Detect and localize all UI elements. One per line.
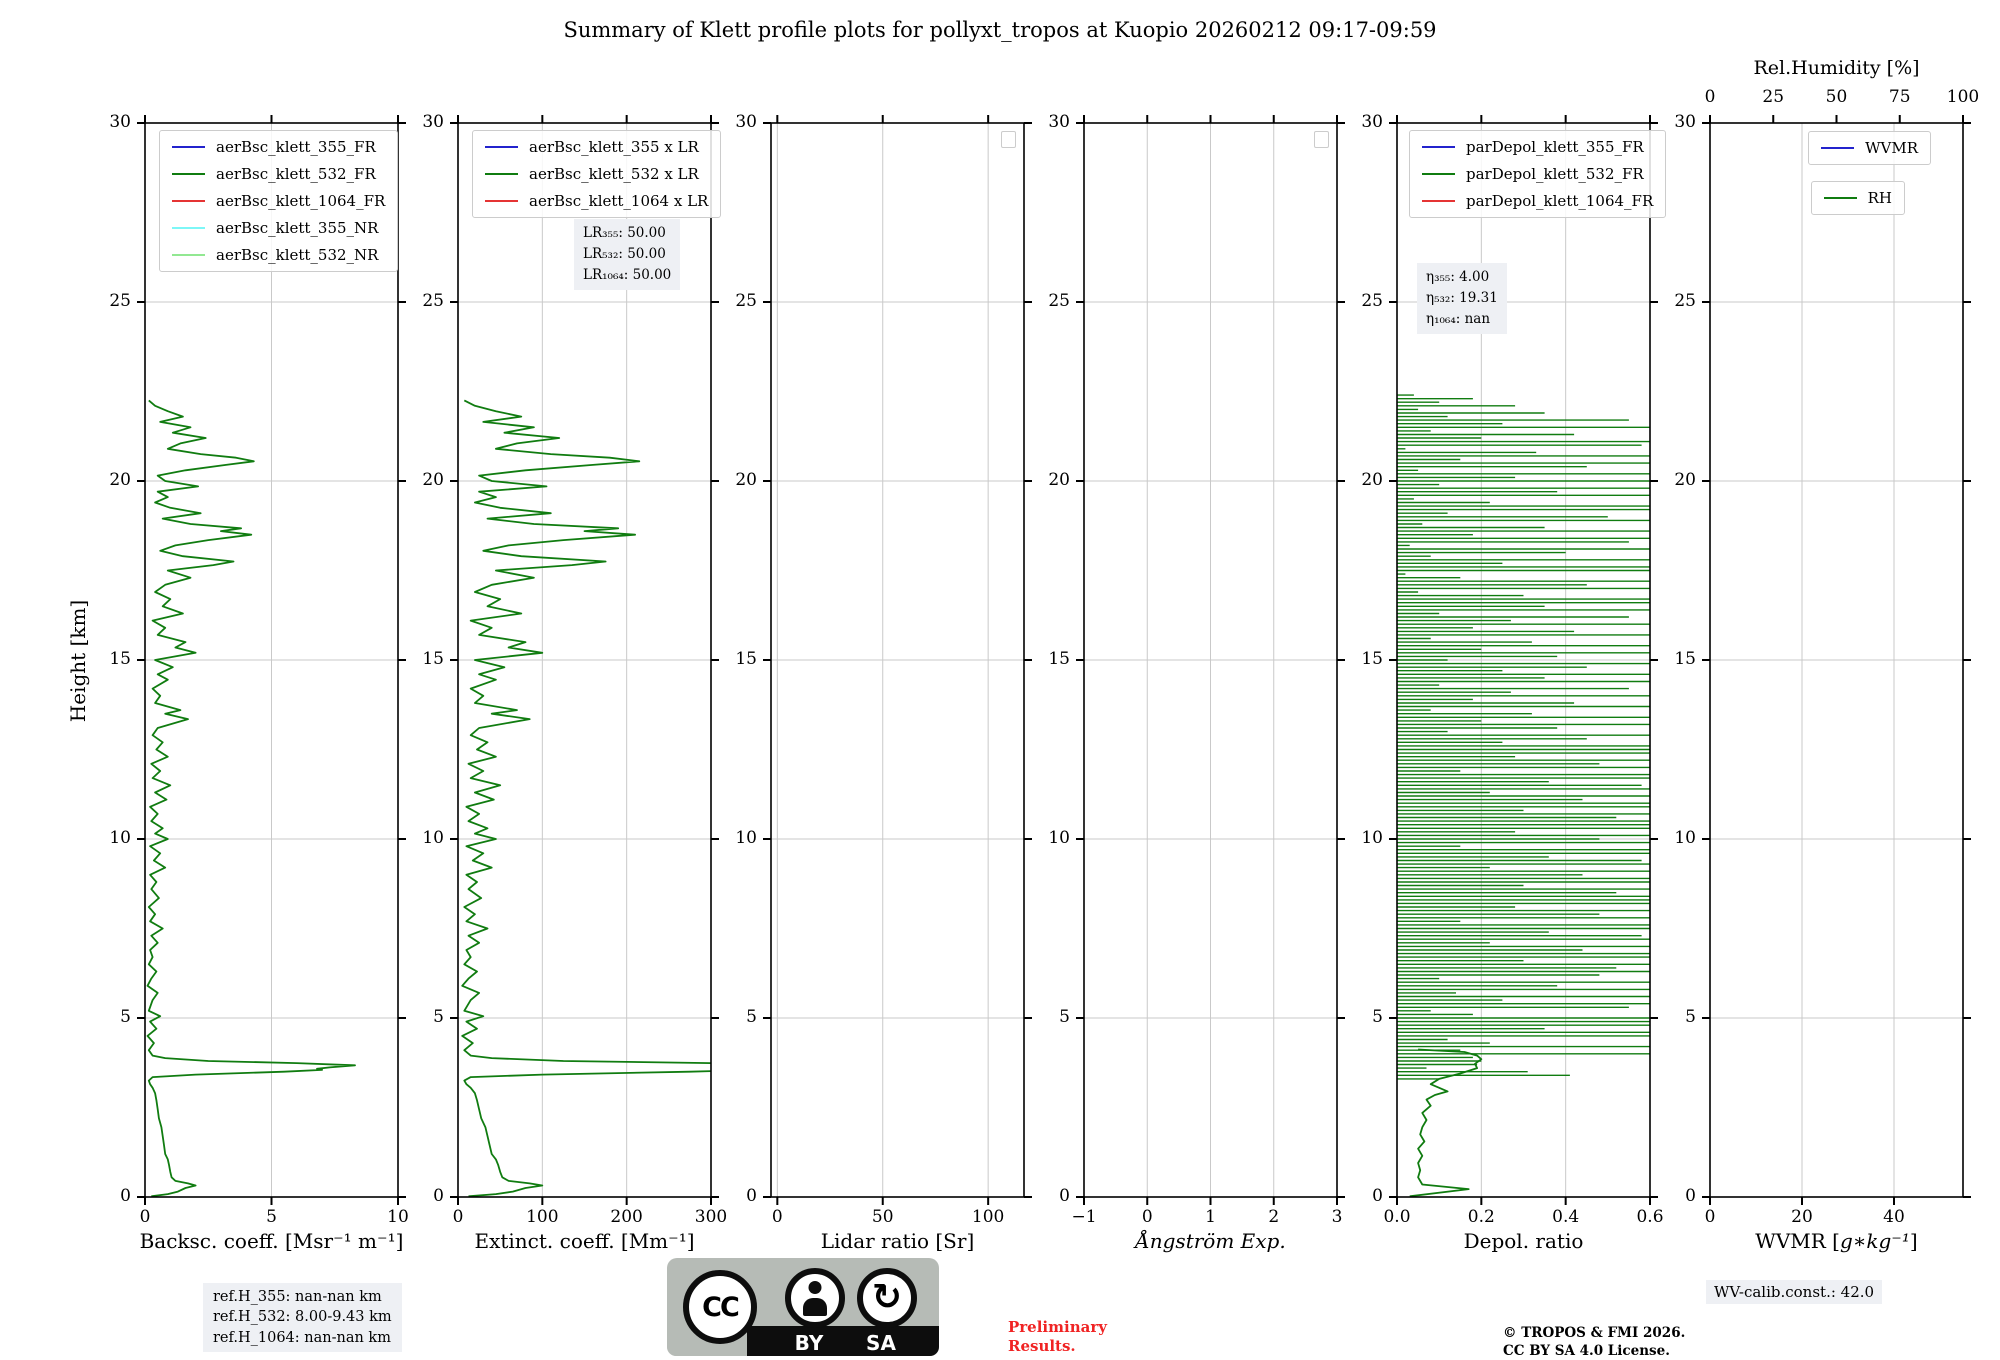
plot-area-svg [145,123,398,1197]
y-tick-label: 25 [1674,291,1696,312]
series-aerBsc_klett_532 x LR [462,400,808,1196]
legend-entry-label: aerBsc_klett_1064 x LR [529,192,709,210]
legend-entry-label: aerBsc_klett_532 x LR [529,165,699,183]
x-tick-label: 50 [871,1207,894,1227]
cc-sa-label: SA [866,1331,896,1355]
person-head [809,1281,822,1294]
x-tick-label: 0 [771,1207,783,1227]
y-tick-label: 30 [109,112,131,133]
series-aerBsc_klett_532_FR [148,400,356,1196]
cc-by-label: BY [794,1331,824,1355]
y-tick-label: 20 [1361,470,1383,491]
legend-rh [1811,181,1905,215]
top-tick-label: 75 [1888,87,1911,107]
x-tick-label: −1 [1071,1207,1097,1227]
y-tick-label: 5 [120,1007,131,1028]
plot-area-svg [1084,123,1337,1197]
y-tick-label: 10 [109,828,131,849]
x-axis-label-backscatter: Backsc. coeff. [Msr⁻¹ m⁻¹] [139,1229,404,1253]
legend-entry [1422,192,1653,210]
figure-title: Summary of Klett profile plots for pollyxt_tropos at Kuopio 20260212 09:17-09:59 [563,18,1437,42]
y-tick-label: 15 [422,649,444,670]
y-tick-label: 0 [1059,1186,1070,1207]
y-tick-label: 20 [1674,470,1696,491]
annotation-line: η₁₀₆₄: nan [1426,310,1491,327]
y-tick-label: 25 [109,291,131,312]
legend-entry-label: aerBsc_klett_1064_FR [216,192,386,210]
legend-line-sample [1422,146,1455,148]
legend-entry-label: parDepol_klett_355_FR [1466,138,1644,156]
legend-line-sample [1422,173,1455,175]
x-tick-label: 0 [1141,1207,1153,1227]
legend-extinction [472,130,721,218]
ref-height-line: ref.H_532: 8.00-9.43 km [213,1309,392,1326]
y-axis-label: Height [km] [66,599,90,723]
cc-by-person-icon [785,1268,845,1328]
annotation-line: η₃₅₅: 4.00 [1426,269,1490,285]
plot-area-svg [771,123,1024,1197]
x-tick-label: 100 [526,1207,559,1227]
legend-backscatter [159,130,398,272]
license-line: © TROPOS & FMI 2026. [1503,1325,1686,1341]
legend-entry [485,165,708,183]
top-tick-label: 0 [1704,87,1716,107]
panel-lidar-ratio [735,112,1024,1253]
annotation-line: LR₁₀₆₄: 50.00 [583,266,672,283]
plot-area-svg [1710,123,1963,1197]
y-tick-label: 0 [120,1186,131,1207]
y-tick-label: 30 [1048,112,1070,133]
y-tick-label: 25 [735,291,757,312]
y-tick-label: 10 [422,828,444,849]
y-tick-label: 0 [433,1186,444,1207]
legend-line-sample [485,200,518,202]
y-tick-label: 25 [1361,291,1383,312]
x-tick-label: 0.2 [1467,1207,1495,1227]
y-tick-label: 15 [1674,649,1696,670]
panel-wvmr [1674,57,1980,1253]
lidar-ratio-annotation [574,219,680,290]
legend-line-sample [1821,147,1854,149]
y-tick-label: 30 [1674,112,1696,133]
y-tick-label: 0 [1685,1186,1696,1207]
y-tick-label: 5 [746,1007,757,1028]
y-tick-label: 25 [1048,291,1070,312]
cc-logo-icon: CC [683,1270,757,1344]
legend-line-sample [172,200,205,202]
preliminary-results-note [1008,1318,1107,1356]
y-tick-label: 10 [1674,828,1696,849]
y-tick-label: 5 [433,1007,444,1028]
legend-line-sample [172,227,205,229]
legend-entry [1824,189,1892,207]
annotation-line: η₅₃₂: 19.31 [1426,289,1498,306]
y-tick-label: 15 [1048,649,1070,670]
panel-angstrom [1048,112,1343,1253]
x-axis-label-extinction: Extinct. coeff. [Mm⁻¹] [474,1229,695,1253]
legend-line-sample [172,173,205,175]
legend-entry [172,165,385,183]
wv-calib-annotation: WV-calib.const.: 42.0 [1706,1280,1882,1304]
y-tick-label: 30 [1361,112,1383,133]
top-tick-label: 100 [1946,87,1980,107]
x-tick-label: 20 [1791,1207,1813,1227]
y-tick-label: 20 [422,470,444,491]
y-tick-label: 25 [422,291,444,312]
legend-entry [172,219,385,237]
ref-height-line: ref.H_355: nan-nan km [213,1289,382,1305]
legend-entry-label: RH [1867,189,1892,207]
x-tick-label: 300 [694,1207,728,1227]
y-tick-label: 15 [109,649,131,670]
legend-wvmr [1808,131,1931,165]
y-tick-label: 30 [422,112,444,133]
legend-line-sample [485,146,518,148]
x-tick-label: 1 [1205,1207,1216,1227]
legend-entry-label: WVMR [1865,139,1918,157]
legend-line-sample [485,173,518,175]
legend-empty [1001,131,1016,148]
x-tick-label: 200 [610,1207,643,1227]
legend-entry [172,192,385,210]
x-tick-label: 0.4 [1552,1207,1580,1227]
copyright-license-note [1503,1324,1685,1360]
series-parDepol_klett_532_FR_noise [1397,395,1650,1079]
y-tick-label: 5 [1372,1007,1383,1028]
x-axis-label-angstrom: Ångström Exp. [1135,1229,1286,1253]
cc-sa-arrow-icon: ↻ [857,1268,917,1328]
x-axis-label-part: WVMR [ [1755,1229,1840,1253]
license-line: CC BY SA 4.0 License. [1503,1343,1670,1360]
top-tick-label: 50 [1825,87,1848,107]
legend-entry [172,138,385,156]
person-body [803,1298,827,1316]
y-tick-label: 20 [109,470,131,491]
x-axis-label-part: ] [1909,1229,1918,1253]
cc-by-sa-badge [667,1258,939,1356]
x-tick-label: 3 [1331,1207,1343,1227]
legend-line-sample [1422,200,1455,202]
y-tick-label: 10 [735,828,757,849]
eta-annotation [1417,263,1507,334]
top-tick-label: 25 [1762,87,1785,107]
x-tick-label: 2 [1268,1207,1280,1227]
x-tick-label: 100 [971,1207,1005,1227]
x-tick-label: 40 [1883,1207,1905,1227]
legend-entry-label: aerBsc_klett_355 x LR [529,138,699,156]
x-tick-label: 5 [266,1207,277,1227]
legend-entry [172,246,385,264]
annotation-line: LR₃₅₅: 50.00 [583,225,666,241]
y-tick-label: 30 [735,112,757,133]
y-tick-label: 15 [735,649,757,670]
legend-entry-label: aerBsc_klett_532_NR [216,246,379,264]
ref-height-line: ref.H_1064: nan-nan km [213,1329,391,1346]
ref-height-annotation [203,1283,402,1352]
x-tick-label: 10 [387,1207,409,1227]
annotation-line: LR₅₃₂: 50.00 [583,245,666,262]
preliminary-line: Results. [1008,1336,1076,1355]
y-tick-label: 0 [1372,1186,1383,1207]
x-tick-label: 0 [139,1207,151,1227]
x-axis-label-lidar-ratio: Lidar ratio [Sr] [820,1229,975,1253]
y-tick-label: 20 [735,470,757,491]
legend-entry-label: aerBsc_klett_532_FR [216,165,376,183]
legend-entry-label: aerBsc_klett_355_FR [216,138,376,156]
legend-entry-label: aerBsc_klett_355_NR [216,219,379,237]
legend-line-sample [1824,197,1857,199]
x-tick-label: 0.0 [1383,1207,1411,1227]
legend-line-sample [172,254,205,256]
legend-entry [485,138,708,156]
panel-extinction [422,112,728,1253]
legend-entry [485,192,708,210]
top-axis-label-rel-humidity: Rel.Humidity [%] [1753,57,1920,79]
x-axis-label-wvmr [1680,1229,1993,1253]
legend-entry-label: parDepol_klett_1064_FR [1466,192,1654,210]
legend-empty [1314,131,1329,148]
x-axis-label-depol: Depol. ratio [1463,1229,1584,1253]
y-tick-label: 10 [1048,828,1070,849]
legend-entry [1422,165,1653,183]
legend-entry [1422,138,1653,156]
x-tick-label: 0 [1704,1207,1716,1227]
y-tick-label: 5 [1685,1007,1696,1028]
y-tick-label: 10 [1361,828,1383,849]
x-tick-label: 0 [452,1207,464,1227]
x-tick-label: 0.6 [1636,1207,1664,1227]
legend-entry-label: parDepol_klett_532_FR [1466,165,1644,183]
y-tick-label: 0 [746,1186,757,1207]
legend-line-sample [172,146,205,148]
legend-entry [1821,139,1918,157]
legend-depol [1409,130,1666,218]
y-tick-label: 5 [1059,1007,1070,1028]
panel-backscatter [109,112,409,1253]
preliminary-line: Preliminary [1008,1318,1107,1336]
y-tick-label: 15 [1361,649,1383,670]
panel-depol [1361,112,1664,1253]
x-axis-label-math: g∗kg⁻¹ [1839,1229,1910,1253]
y-tick-label: 20 [1048,470,1070,491]
